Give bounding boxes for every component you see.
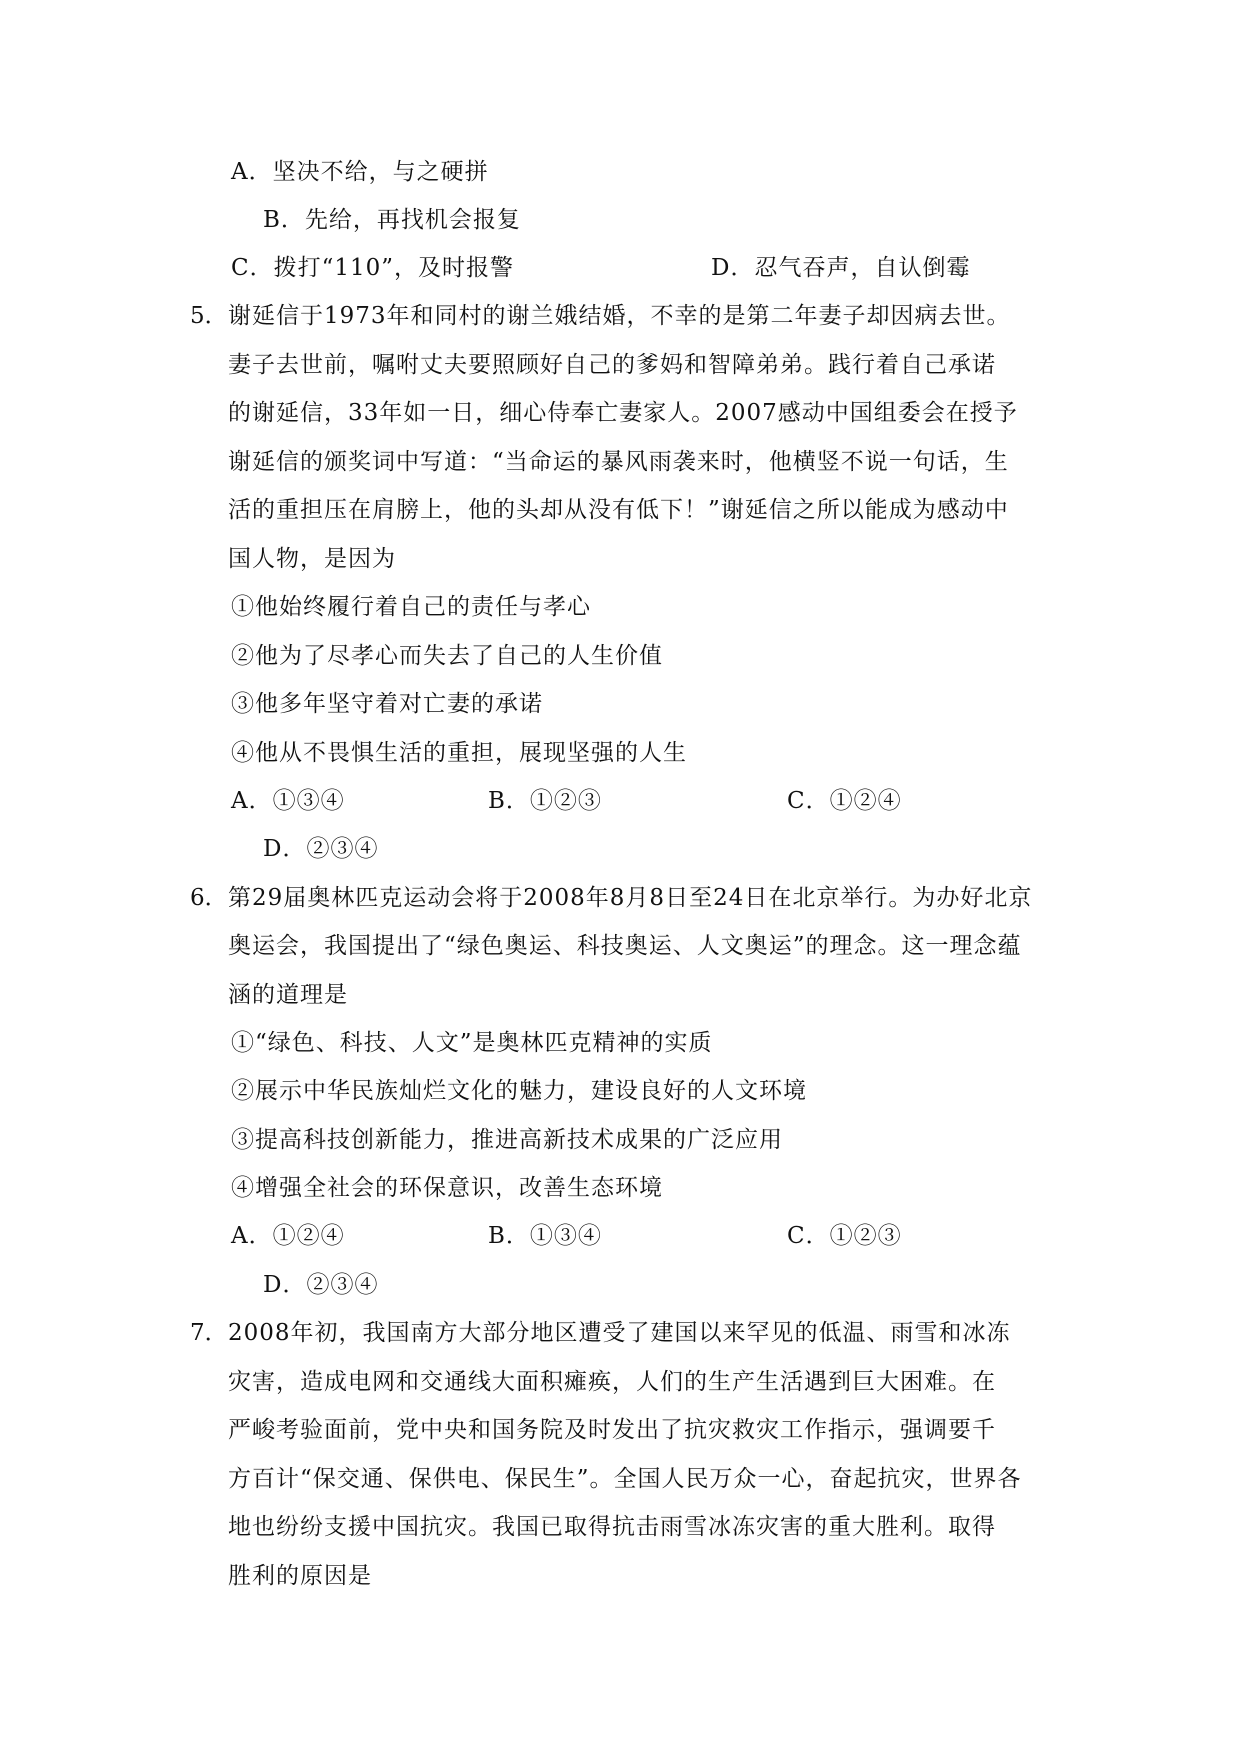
q4-option-c: C．拨打“110”，及时报警 — [231, 255, 515, 281]
q6-stem-line: 奥运会，我国提出了“绿色奥运、科技奥运、人文奥运”的理念。这一理念蕴 — [228, 933, 1022, 959]
q5-stem-line: 活的重担压在肩膀上，他的头却从没有低下！”谢延信之所以能成为感动中 — [228, 497, 1009, 523]
q5-stem-line: 谢延信于1973年和同村的谢兰娥结婚，不幸的是第二年妻子却因病去世。 — [228, 303, 1011, 329]
q5-statement: ③他多年坚守着对亡妻的承诺 — [231, 691, 543, 717]
q5-statement: ①他始终履行着自己的责任与孝心 — [231, 594, 591, 620]
q5-stem-line: 的谢延信，33年如一日，细心侍奉亡妻家人。2007感动中国组委会在授予 — [228, 400, 1018, 426]
q6-option-a: A．①②④ — [231, 1223, 345, 1249]
q6-statement: ②展示中华民族灿烂文化的魅力，建设良好的人文环境 — [231, 1078, 807, 1104]
q4-option-b: B．先给，再找机会报复 — [263, 207, 521, 233]
q6-number: 6． — [190, 885, 228, 911]
q5-stem-line: 国人物，是因为 — [228, 546, 396, 572]
q6-option-d: D．②③④ — [263, 1272, 379, 1298]
q7-stem-line: 灾害，造成电网和交通线大面积瘫痪，人们的生产生活遇到巨大困难。在 — [228, 1369, 996, 1395]
q5-option-d: D．②③④ — [263, 836, 379, 862]
q4-option-a: A．坚决不给，与之硬拼 — [231, 159, 489, 185]
q5-statement: ②他为了尽孝心而失去了自己的人生价值 — [231, 643, 663, 669]
q6-statement: ③提高科技创新能力，推进高新技术成果的广泛应用 — [231, 1127, 783, 1153]
q5-option-a: A．①③④ — [231, 788, 345, 814]
q5-option-b: B．①②③ — [488, 788, 602, 814]
q7-stem-line: 地也纷纷支援中国抗灾。我国已取得抗击雨雪冰冻灾害的重大胜利。取得 — [228, 1514, 996, 1540]
q6-statement: ④增强全社会的环保意识，改善生态环境 — [231, 1175, 663, 1201]
q5-option-c: C．①②④ — [787, 788, 902, 814]
q6-statement: ①“绿色、科技、人文”是奥林匹克精神的实质 — [231, 1030, 713, 1056]
q5-number: 5． — [190, 303, 228, 329]
q7-stem-line: 胜利的原因是 — [228, 1563, 372, 1589]
q5-stem-line: 谢延信的颁奖词中写道：“当命运的暴风雨袭来时，他横竖不说一句话，生 — [228, 449, 1009, 475]
q6-stem-line: 涵的道理是 — [228, 982, 348, 1008]
q6-stem-line: 第29届奥林匹克运动会将于2008年8月8日至24日在北京举行。为办好北京 — [228, 885, 1033, 911]
q5-statement: ④他从不畏惧生活的重担，展现坚强的人生 — [231, 740, 687, 766]
q7-stem-line: 方百计“保交通、保供电、保民生”。全国人民万众一心，奋起抗灾，世界各 — [228, 1466, 1022, 1492]
q5-stem-line: 妻子去世前，嘱咐丈夫要照顾好自己的爹妈和智障弟弟。践行着自己承诺 — [228, 352, 996, 378]
q6-option-b: B．①③④ — [488, 1223, 602, 1249]
q7-number: 7． — [190, 1320, 228, 1346]
q4-option-d: D．忍气吞声，自认倒霉 — [711, 255, 971, 281]
q6-option-c: C．①②③ — [787, 1223, 902, 1249]
q7-stem-line: 2008年初，我国南方大部分地区遭受了建国以来罕见的低温、雨雪和冰冻 — [228, 1320, 1011, 1346]
q7-stem-line: 严峻考验面前，党中央和国务院及时发出了抗灾救灾工作指示，强调要千 — [228, 1417, 996, 1443]
